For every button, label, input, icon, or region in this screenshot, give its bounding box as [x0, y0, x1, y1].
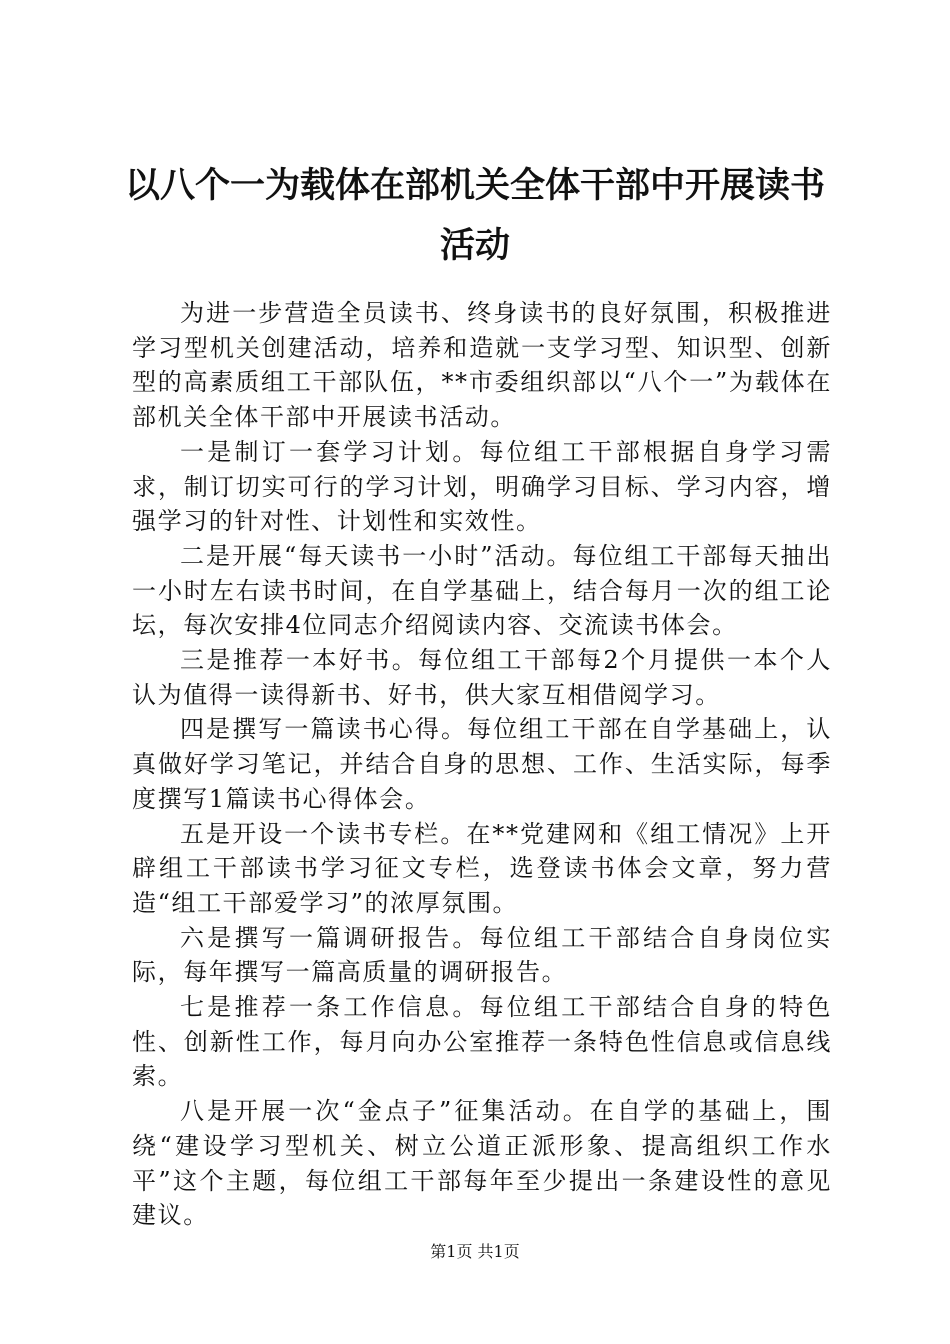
document-body	[132, 296, 832, 1233]
document-title: 以八个一为载体在部机关全体干部中开展读书活动	[124, 166, 825, 266]
paragraph-intro: 为进一步营造全员读书、终身读书的良好氛围，积极推进学习型机关创建活动，培养和造就一支学习型、知识型、创新型的高素质组工干部队伍，**市委组织部以“八个一”为载体在部机关全体干部中开展读书活动。	[132, 299, 832, 432]
paragraph-item-8: 八是开展一次“金点子”征集活动。在自学的基础上，围绕“建设学习型机关、树立公道正派形象、提高组织工作水平”这个主题，每位组工干部每年至少提出一条建设性的意见建议。	[132, 1097, 832, 1230]
paragraph-item-1: 一是制订一套学习计划。每位组工干部根据自身学习需求，制订切实可行的学习计划，明确学习目标、学习内容，增强学习的针对性、计划性和实效性。	[132, 437, 832, 536]
paragraph-item-3: 三是推荐一本好书。每位组工干部每2个月提供一本个人认为值得一读得新书、好书，供大家互相借阅学习。	[132, 646, 832, 709]
paragraph-item-2: 二是开展“每天读书一小时”活动。每位组工干部每天抽出一小时左右读书时间，在自学基础上，结合每月一次的组工论坛，每次安排4位同志介绍阅读内容、交流读书体会。	[132, 541, 832, 640]
paragraph-item-5: 五是开设一个读书专栏。在**党建网和《组工情况》上开辟组工干部读书学习征文专栏，选登读书体会文章，努力营造“组工干部爱学习”的浓厚氛围。	[132, 819, 832, 917]
paragraph-item-4: 四是撰写一篇读书心得。每位组工干部在自学基础上，认真做好学习笔记，并结合自身的思想、工作、生活实际，每季度撰写1篇读书心得体会。	[132, 715, 832, 813]
paragraph-item-6: 六是撰写一篇调研报告。每位组工干部结合自身岗位实际，每年撰写一篇高质量的调研报告。	[132, 923, 832, 987]
page-footer: 第1页 共1页	[430, 1242, 520, 1261]
paragraph-item-7: 七是推荐一条工作信息。每位组工干部结合自身的特色性、创新性工作，每月向办公室推荐一条特色性信息或信息线索。	[132, 993, 832, 1091]
